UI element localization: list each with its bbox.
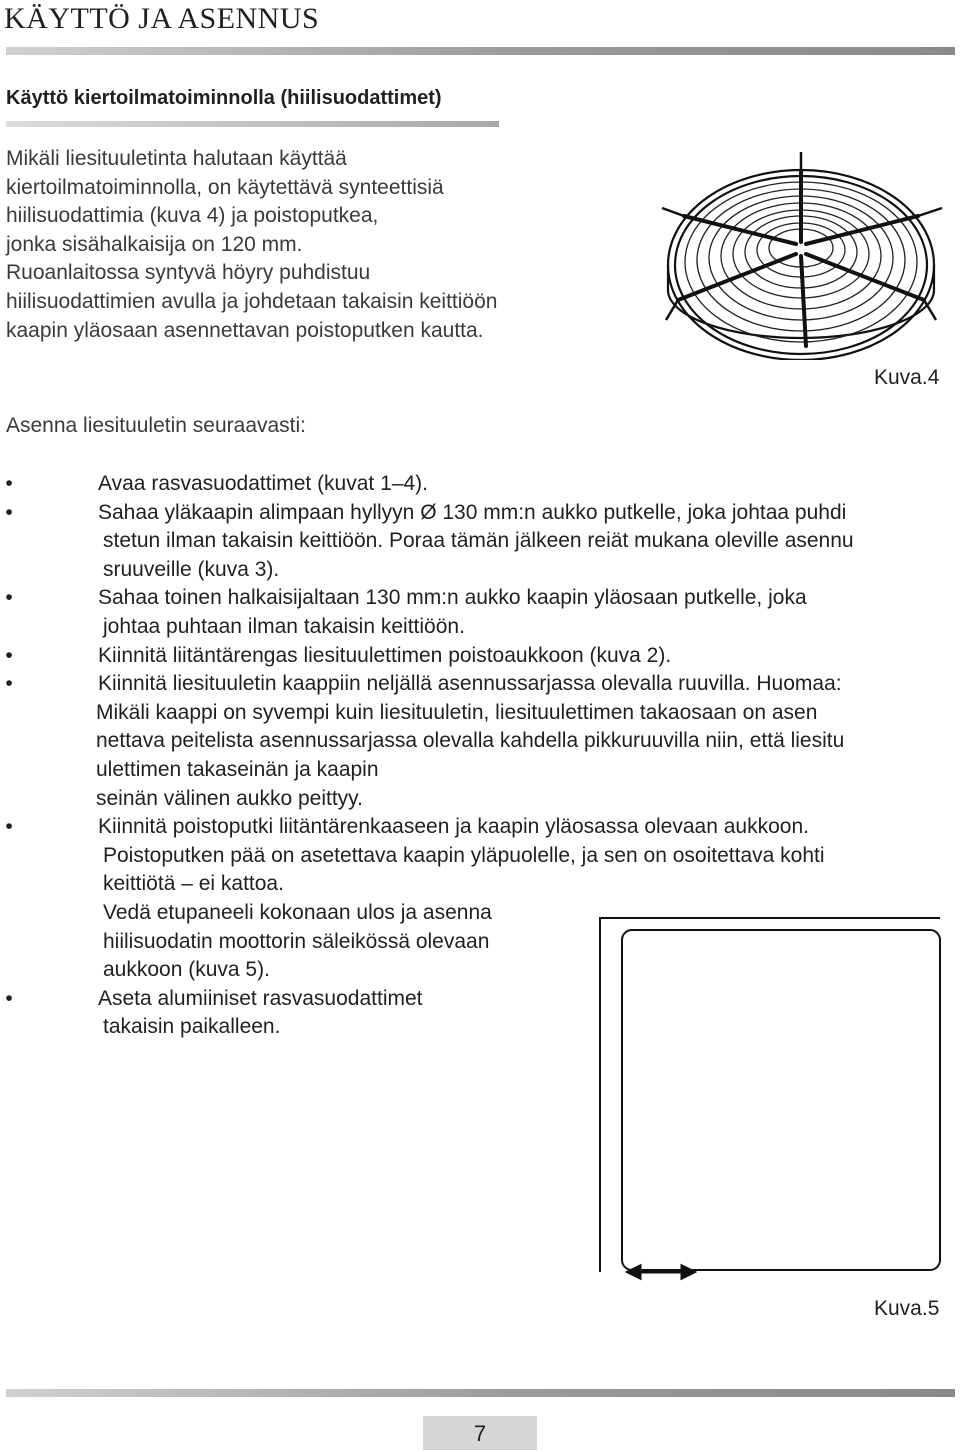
list-item xyxy=(0,470,950,499)
step-line: hiilisuodatin moottorin säleikössä olevaan xyxy=(103,929,490,953)
figure-5-caption: Kuva.5 xyxy=(874,1297,940,1320)
list-item xyxy=(0,584,950,641)
list-item xyxy=(0,670,950,813)
step-line: sruuveille (kuva 3). xyxy=(103,557,280,581)
step-line: takaisin paikalleen. xyxy=(103,1015,281,1039)
step-line: Vedä etupaneeli kokonaan ulos ja asenna xyxy=(103,900,492,924)
header-divider xyxy=(6,47,955,55)
step-line: Sahaa yläkaapin alimpaan hyllyyn Ø 130 mm:n aukko putkelle, joka johtaa puhdi xyxy=(98,500,847,524)
bullet: • xyxy=(5,986,13,1010)
step-line: Poistoputken pää on asetettava kaapin yläpuolelle, ja sen on osoitettava kohti xyxy=(103,843,825,867)
list-item xyxy=(0,642,950,671)
intro-line: hiilisuodattimien avulla ja johdetaan takaisin keittiöön xyxy=(6,289,498,313)
page-number: 7 xyxy=(423,1416,537,1450)
step-line: aukkoon (kuva 5). xyxy=(103,958,270,982)
intro-line: hiilisuodattimia (kuva 4) ja poistoputkea, xyxy=(6,204,379,228)
intro-paragraph xyxy=(6,145,646,345)
bullet: • xyxy=(5,643,13,667)
step-line: keittiötä – ei kattoa. xyxy=(103,872,284,896)
footer-divider xyxy=(6,1389,955,1397)
section-divider xyxy=(6,121,499,127)
step-line: Mikäli kaappi on syvempi kuin liesituuletin, liesituulettimen takaosaan on asen xyxy=(96,700,818,724)
step-line: Kiinnitä liitäntärengas liesituulettimen poistoaukkoon (kuva 2). xyxy=(98,643,672,667)
list-item xyxy=(0,499,950,585)
section-heading: Käyttö kiertoilmatoiminnolla (hiilisuodattimet) xyxy=(6,87,442,109)
bullet: • xyxy=(5,672,13,696)
page-title: KÄYTTÖ JA ASENNUS xyxy=(4,2,320,35)
intro-line: kiertoilmatoiminnolla, on käytettävä synteettisiä xyxy=(6,175,444,199)
bullet: • xyxy=(5,815,13,839)
step-line: seinän välinen aukko peittyy. xyxy=(96,786,363,810)
bullet: • xyxy=(5,500,13,524)
carbon-filter-illustration xyxy=(656,150,946,360)
step-line: Kiinnitä poistoputki liitäntärenkaaseen ja kaapin yläosassa olevaan aukkoon. xyxy=(98,815,809,839)
bullet: • xyxy=(5,586,13,610)
step-line: johtaa puhtaan ilman takaisin keittiöön. xyxy=(103,614,465,638)
step-line: Aseta alumiiniset rasvasuodattimet xyxy=(98,986,423,1010)
step-line: stetun ilman takaisin keittiöön. Poraa tämän jälkeen reiät mukana oleville asennu xyxy=(103,529,854,553)
install-heading: Asenna liesituuletin seuraavasti: xyxy=(6,414,307,437)
intro-line: Mikäli liesituuletinta halutaan käyttää xyxy=(6,147,347,170)
intro-line: Ruoanlaitossa syntyvä höyry puhdistuu xyxy=(6,261,371,285)
step-line: Avaa rasvasuodattimet (kuvat 1–4). xyxy=(98,472,428,495)
step-line: ulettimen takaseinän ja kaapin xyxy=(96,757,379,781)
figure-4-caption: Kuva.4 xyxy=(874,366,940,389)
step-line: Kiinnitä liesituuletin kaappiin neljällä asennussarjassa olevalla ruuvilla. Huomaa: xyxy=(98,672,842,696)
step-line: Sahaa toinen halkaisijaltaan 130 mm:n aukko kaapin yläosaan putkelle, joka xyxy=(98,586,807,610)
intro-line: kaapin yläosaan asennettavan poistoputken kautta. xyxy=(6,318,484,342)
step-line: nettava peitelista asennussarjassa olevalla kahdella pikkuruuvilla niin, että liesitu xyxy=(96,729,845,753)
front-panel-illustration xyxy=(598,904,944,1284)
bullet: • xyxy=(5,472,13,495)
intro-line: jonka sisähalkaisija on 120 mm. xyxy=(6,232,303,256)
